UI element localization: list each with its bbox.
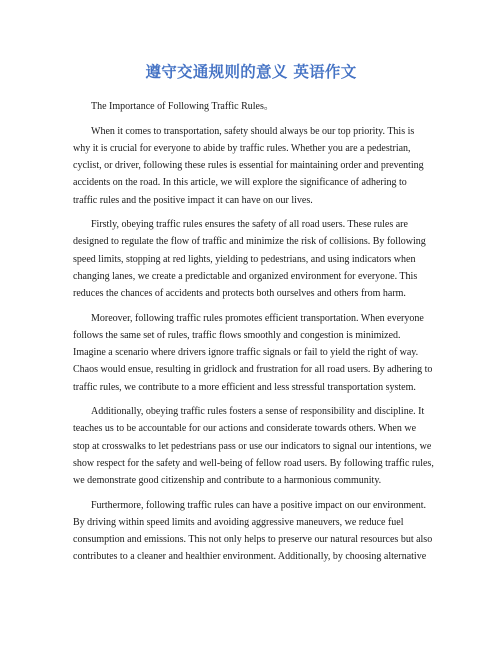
text-line: reduces the chances of accidents and protects both ourselves and others from harm. [73, 288, 406, 300]
text-line: cyclist, or driver, following these rules is essential for maintaining order and preventing [73, 160, 424, 172]
text-line: why it is crucial for everyone to abide by traffic rules. Whether you are a pedestrian, [73, 142, 411, 154]
text-line: traffic rules, we contribute to a more efficient and less stressful transportation system. [73, 381, 416, 393]
paragraph [73, 403, 435, 489]
text-line: contributes to a cleaner and healthier environment. Additionally, by choosing alternative [73, 551, 427, 563]
text-line: stop at crosswalks to let pedestrians pass or use our indicators to signal our intentions, we [73, 440, 432, 452]
text-line: designed to regulate the flow of traffic and minimize the risk of collisions. By following [73, 236, 426, 248]
text-line: speed limits, stopping at red lights, yielding to pedestrians, and using indicators when [73, 253, 416, 265]
text-line: teaches us to be accountable for our actions and considerate towards others. When we [73, 423, 417, 435]
text-line: Moreover, following traffic rules promotes efficient transportation. When everyone [91, 312, 424, 324]
text-line: When it comes to transportation, safety should always be our top priority. This is [91, 125, 415, 137]
text-line: show respect for the safety and well-being of fellow road users. By following traffic rules, [73, 457, 434, 469]
text-line: we demonstrate good citizenship and contribute to a harmonious community. [73, 475, 382, 487]
paragraph [73, 497, 435, 566]
text-line: Firstly, obeying traffic rules ensures the safety of all road users. These rules are [91, 219, 408, 231]
paragraph [73, 123, 435, 209]
text-line: follows the same set of rules, traffic flows smoothly and congestion is minimized. [73, 329, 401, 341]
paragraph [73, 216, 435, 302]
paragraph [73, 310, 435, 396]
document-title: 遵守交通规则的意义 英语作文 [145, 63, 357, 81]
document-body [73, 98, 435, 573]
text-line: Chaos would ensue, resulting in gridlock and frustration for all road users. By adhering to [73, 364, 433, 376]
text-line: traffic rules and the positive impact it can have on our lives. [73, 194, 313, 206]
text-line: accidents on the road. In this article, we will explore the significance of adhering to [73, 177, 407, 189]
text-line: Furthermore, following traffic rules can have a positive impact on our environment. [91, 499, 426, 511]
essay-heading: The Importance of Following Traffic Rules。 [91, 101, 274, 112]
text-line: Imagine a scenario where drivers ignore traffic signals or fail to yield the right of way. [73, 347, 419, 359]
text-line: By driving within speed limits and avoiding aggressive maneuvers, we reduce fuel [73, 516, 404, 528]
text-line: Additionally, obeying traffic rules fosters a sense of responsibility and discipline. It [91, 406, 425, 418]
text-line: consumption and emissions. This not only helps to preserve our natural resources but also [73, 534, 433, 546]
text-line: changing lanes, we create a predictable and organized environment for everyone. This [73, 270, 418, 282]
